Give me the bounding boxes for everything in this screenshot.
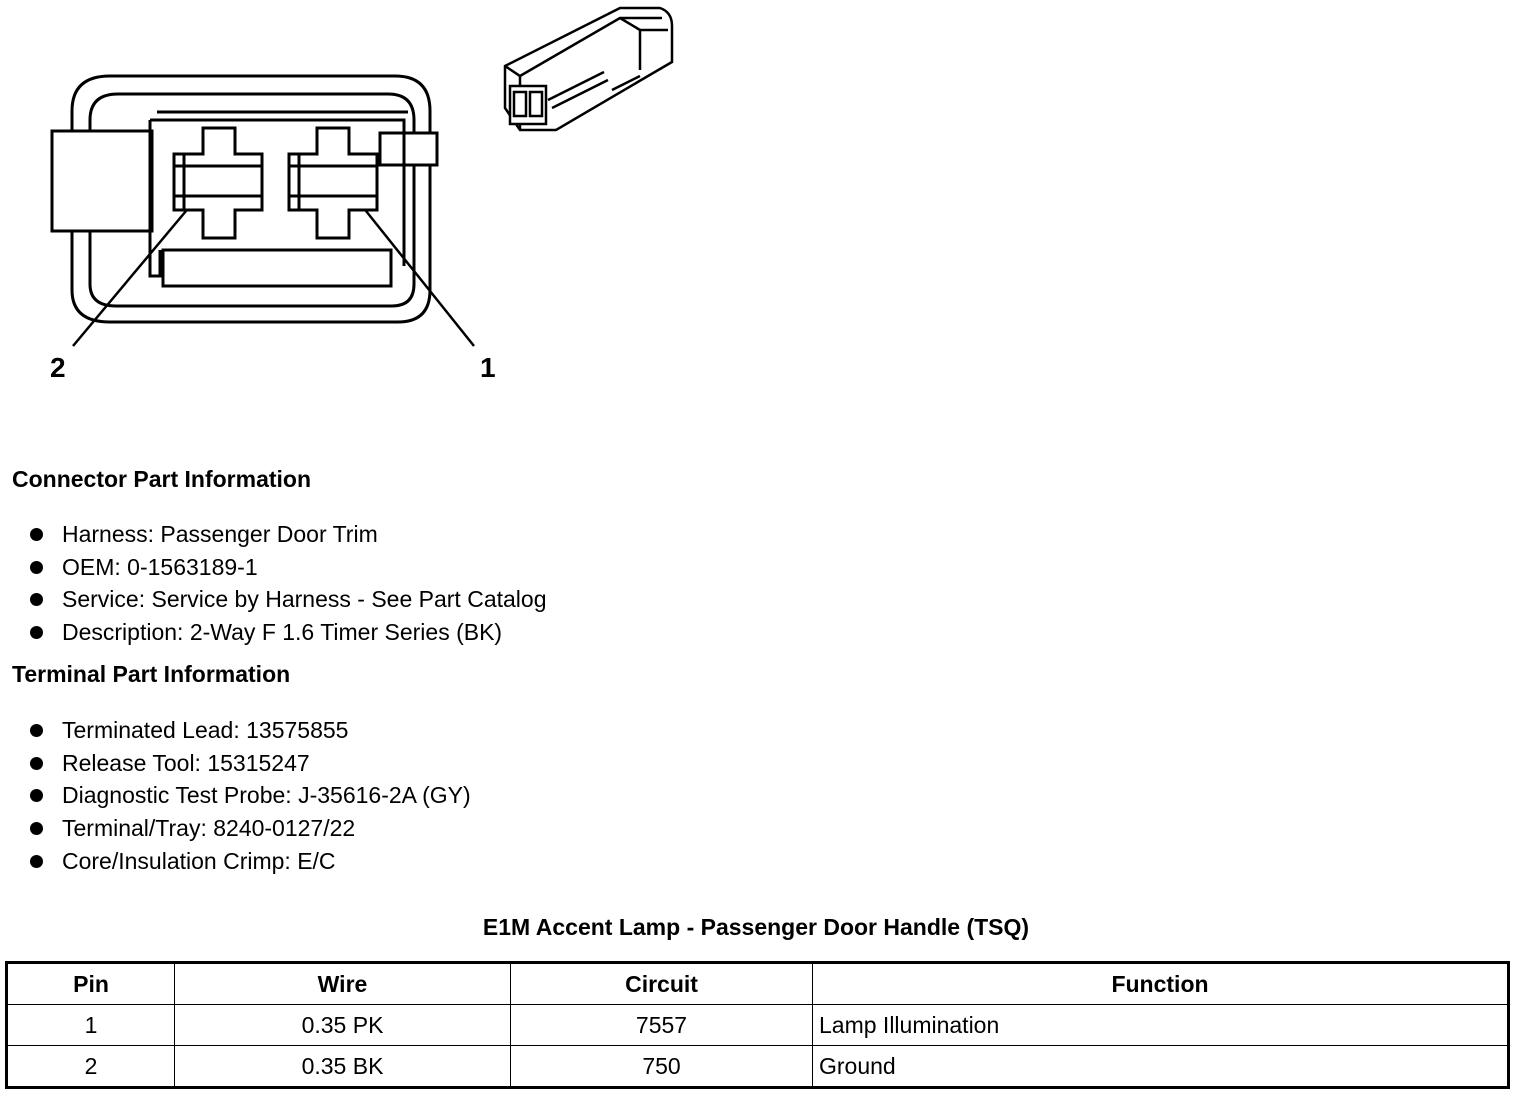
- terminal-part-info-heading: Terminal Part Information: [12, 661, 291, 687]
- list-item: Diagnostic Test Probe: J-35616-2A (GY): [30, 779, 471, 812]
- bullet-icon: [30, 789, 43, 802]
- list-item: Terminal/Tray: 8240-0127/22: [30, 812, 471, 845]
- column-header-wire: Wire: [175, 963, 511, 1005]
- connector-diagram: [0, 0, 1520, 440]
- table-row: [7, 1005, 1509, 1046]
- connector-right-tab: [380, 133, 437, 165]
- bullet-icon: [30, 724, 43, 737]
- function-cell: Ground: [813, 1046, 1509, 1088]
- bullet-icon: [30, 822, 43, 835]
- list-item: OEM: 0-1563189-1: [30, 551, 546, 584]
- bullet-icon: [30, 757, 43, 770]
- table-header-row: [7, 963, 1509, 1005]
- list-item: Core/Insulation Crimp: E/C: [30, 845, 471, 878]
- pinout-table: [5, 961, 1510, 1089]
- terminal-part-info-list: [30, 714, 471, 877]
- list-item: Release Tool: 15315247: [30, 747, 471, 780]
- list-item: Description: 2-Way F 1.6 Timer Series (BK): [30, 616, 546, 649]
- connector-part-info-heading: Connector Part Information: [12, 466, 312, 492]
- list-item: Service: Service by Harness - See Part Catalog: [30, 583, 546, 616]
- bullet-icon: [30, 561, 43, 574]
- connector-left-tab: [52, 131, 152, 231]
- column-header-function: Function: [813, 963, 1509, 1005]
- connector-part-info-list: [30, 518, 546, 649]
- circuit-cell: 750: [511, 1046, 813, 1088]
- pin-label-1: 1: [480, 352, 496, 383]
- pin-cell: 2: [7, 1046, 175, 1088]
- circuit-cell: 7557: [511, 1005, 813, 1046]
- terminal-cavity-2: [174, 128, 262, 238]
- pin-cell: 1: [7, 1005, 175, 1046]
- pin-label-2: 2: [50, 352, 66, 383]
- list-item: Terminated Lead: 13575855: [30, 714, 471, 747]
- connector-lock-bar: [163, 250, 391, 286]
- bullet-icon: [30, 593, 43, 606]
- connector-3d-sketch: [505, 8, 672, 130]
- bullet-icon: [30, 528, 43, 541]
- column-header-pin: Pin: [7, 963, 175, 1005]
- pinout-table-title: E1M Accent Lamp - Passenger Door Handle (TSQ): [482, 914, 1030, 940]
- column-header-circuit: Circuit: [511, 963, 813, 1005]
- terminal-cavity-1: [289, 128, 377, 238]
- bullet-icon: [30, 626, 43, 639]
- function-cell: Lamp Illumination: [813, 1005, 1509, 1046]
- list-item: Harness: Passenger Door Trim: [30, 518, 546, 551]
- table-row: [7, 1046, 1509, 1088]
- wire-cell: 0.35 PK: [175, 1005, 511, 1046]
- bullet-icon: [30, 855, 43, 868]
- wire-cell: 0.35 BK: [175, 1046, 511, 1088]
